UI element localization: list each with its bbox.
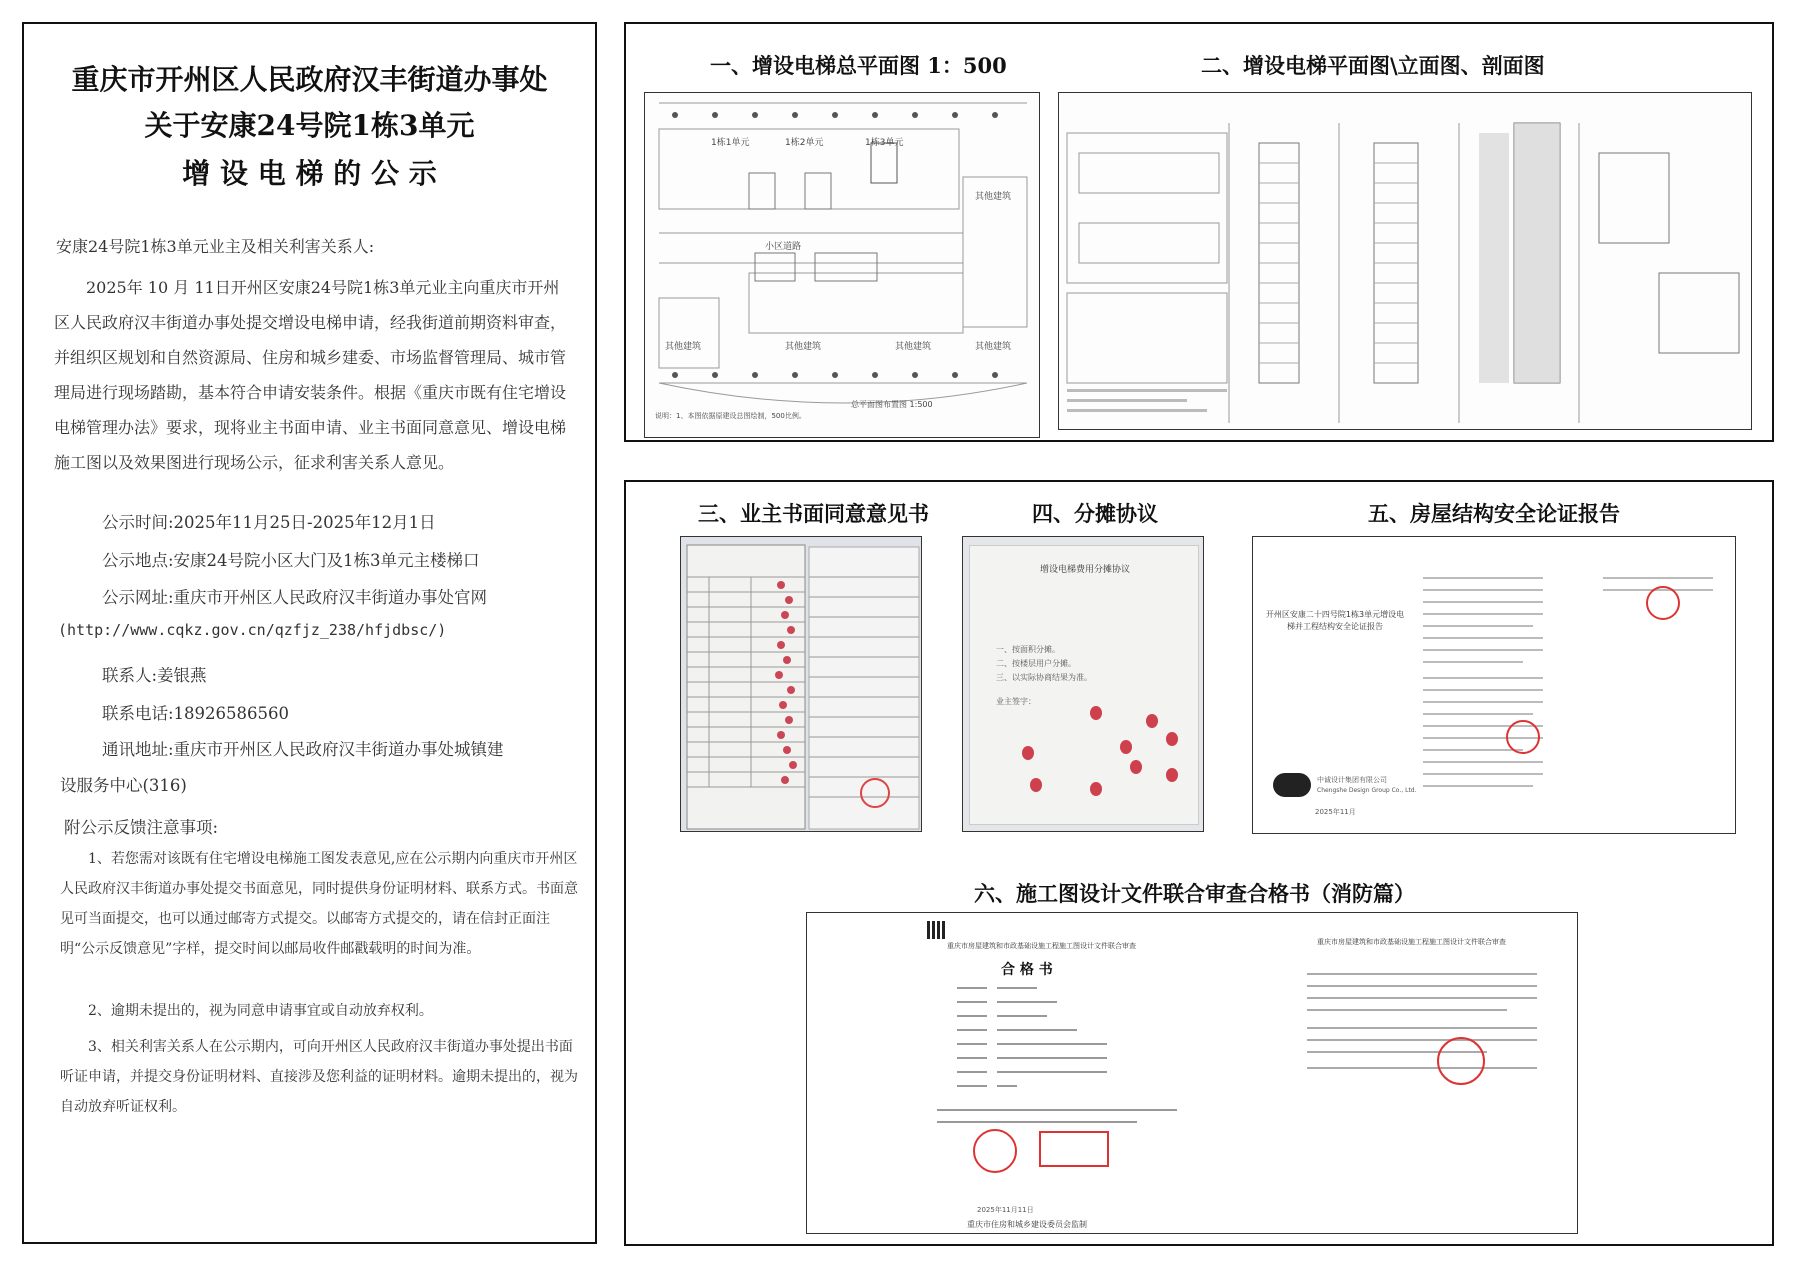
notice-salutation: 安康24号院1栋3单元业主及相关利害关系人: <box>56 237 375 256</box>
notice-period: 公示时间:2025年11月25日-2025年12月1日 <box>102 513 436 532</box>
fingerprint <box>1030 778 1042 792</box>
elevation-drawing-image <box>1058 92 1752 430</box>
report-title: 开州区安康二十四号院1栋3单元增设电梯并工程结构安全论证报告 <box>1265 610 1405 631</box>
site-label-building-5: 其他建筑 <box>975 342 1012 352</box>
fingerprint <box>1166 768 1178 782</box>
notice-location: 公示地点:安康24号院小区大门及1栋3单元主楼梯口 <box>102 551 480 570</box>
certificate-header: 重庆市房屋建筑和市政基础设施工程施工图设计文件联合审查 <box>947 942 1136 950</box>
notice-website-url[interactable]: (http://www.cqkz.gov.cn/qzfjz_238/hfjdbsc/) <box>58 621 447 639</box>
report-pages <box>1413 537 1733 834</box>
certificate-title: 合 格 书 <box>1001 962 1053 978</box>
fingerprint <box>1166 732 1178 746</box>
site-label-building-4: 其他建筑 <box>895 342 932 352</box>
notice-address-line1: 通讯地址:重庆市开州区人民政府汉丰街道办事处城镇建 <box>102 740 504 759</box>
feedback-item-3: 3、相关利害关系人在公示期内，可向开州区人民政府汉丰街道办事处提出书面听证申请，并提交身份证明材料、直接涉及您利益的证明材料。逾期未提出的，视为自动放弃听证权利。 <box>60 1039 578 1115</box>
certificate-right-text <box>1307 963 1567 1113</box>
notice-website-label: 公示网址:重庆市开州区人民政府汉丰街道办事处官网 <box>102 588 488 607</box>
report-company-en: Chengshe Design Group Co., Ltd. <box>1317 787 1417 794</box>
notice-panel <box>22 22 597 1244</box>
section-title-certificate: 六、施工图设计文件联合审查合格书（消防篇） <box>974 881 1415 906</box>
agreement-item-3: 三、以实际协商结果为准。 <box>996 673 1092 682</box>
site-label-unit1: 1栋1单元 <box>711 138 750 148</box>
site-plan-note: 说明：1、本图依据原建设总图绘制，500比例。 <box>655 412 806 420</box>
section-title-safety-report: 五、房屋结构安全论证报告 <box>1368 501 1620 526</box>
site-plan-footer: 总平面图布置图 1:500 <box>851 400 933 409</box>
documents-panel <box>624 480 1774 1246</box>
report-date: 2025年11月 <box>1315 808 1356 816</box>
fingerprint <box>1130 760 1142 774</box>
site-plan-image <box>644 92 1040 438</box>
review-certificate-scan <box>806 912 1578 1234</box>
company-logo <box>1273 773 1311 797</box>
agreement-sheet <box>969 545 1199 825</box>
notice-title-line1: 重庆市开州区人民政府汉丰街道办事处 <box>71 63 548 96</box>
section-title-elevation: 二、增设电梯平面图\立面图、剖面图 <box>1201 53 1545 78</box>
safety-report-scan <box>1252 536 1736 834</box>
notice-title-line2: 关于安康24号院1栋3单元 <box>144 109 475 142</box>
qr-code-icon <box>927 921 945 939</box>
section-title-agreement: 四、分摊协议 <box>1032 501 1158 526</box>
certificate-fields <box>937 981 1197 1131</box>
official-seal-icon <box>1437 1037 1485 1085</box>
agreement-signers-label: 业主签字： <box>996 697 1036 706</box>
report-company: 中诚设计集团有限公司 <box>1317 776 1387 784</box>
feedback-item-1: 1、若您需对该既有住宅增设电梯施工图发表意见,应在公示期内向重庆市开州区人民政府汉丰街道办事处提交书面意见，同时提供身份证明材料、联系方式。书面意见可当面提交，也可以通过邮寄方式提交。以邮寄方式提交的，请在信封正面注明“公示反馈意见”字样，提交时间以邮局收件邮戳载明的时间为准。 <box>60 851 578 957</box>
feedback-item-2: 2、逾期未提出的，视为同意申请事宜或自动放弃权利。 <box>88 1003 433 1019</box>
site-plan-drawing <box>645 93 1040 438</box>
consent-form-photo <box>680 536 922 832</box>
site-label-unit2: 1栋2单元 <box>785 138 824 148</box>
notice-contact: 联系人:姜银燕 <box>102 666 207 685</box>
fingerprint <box>1146 714 1158 728</box>
certificate-issuer: 重庆市住房和城乡建设委员会监制 <box>967 1220 1087 1229</box>
section-title-site-plan: 一、增设电梯总平面图 1：500 <box>710 53 1007 78</box>
elevation-drawing <box>1059 93 1752 430</box>
notice-address-line2: 设服务中心(316) <box>60 776 187 795</box>
site-label-road: 小区道路 <box>765 242 802 252</box>
approval-stamp-icon <box>1039 1131 1109 1167</box>
site-label-unit3: 1栋3单元 <box>865 138 904 148</box>
fingerprint <box>1022 746 1034 760</box>
fingerprint <box>1090 782 1102 796</box>
drawings-panel <box>624 22 1774 442</box>
certificate-date: 2025年11月11日 <box>977 1206 1034 1214</box>
certificate-right-header: 重庆市房屋建筑和市政基础设施工程施工图设计文件联合审查 <box>1317 938 1506 946</box>
notice-title-line3: 增 设 电 梯 的 公 示 <box>182 157 437 190</box>
agreement-item-1: 一、按面积分摊。 <box>996 645 1060 654</box>
consent-form-sheet <box>681 537 922 832</box>
site-label-building-3: 其他建筑 <box>785 342 822 352</box>
agreement-photo <box>962 536 1204 832</box>
agreement-title: 增设电梯费用分摊协议 <box>1040 565 1131 575</box>
site-label-building-1: 其他建筑 <box>975 192 1012 202</box>
feedback-title: 附公示反馈注意事项: <box>64 818 219 837</box>
fingerprint <box>1120 740 1132 754</box>
fingerprint <box>1090 706 1102 720</box>
notice-phone: 联系电话:18926586560 <box>102 704 290 723</box>
official-seal-icon <box>973 1129 1017 1173</box>
site-label-building-2: 其他建筑 <box>665 342 702 352</box>
notice-body: 2025年 10 月 11日开州区安康24号院1栋3单元业主向重庆市开州区人民政府汉丰街道办事处提交增设电梯申请，经我街道前期资料审查，并组织区规划和自然资源局、住房和城乡建委、市场监督管理局、城市管理局进行现场踏勘，基本符合申请安装条件。根据《重庆市既有住宅增设电梯管理办法》要求，现将业主书面申请、业主书面同意意见、增设电梯施工图以及效果图进行现场公示，征求利害关系人意见。 <box>54 278 567 472</box>
section-title-consent: 三、业主书面同意意见书 <box>698 501 929 526</box>
agreement-item-2: 二、按楼层用户分摊。 <box>996 659 1076 668</box>
report-cover <box>1259 545 1417 827</box>
